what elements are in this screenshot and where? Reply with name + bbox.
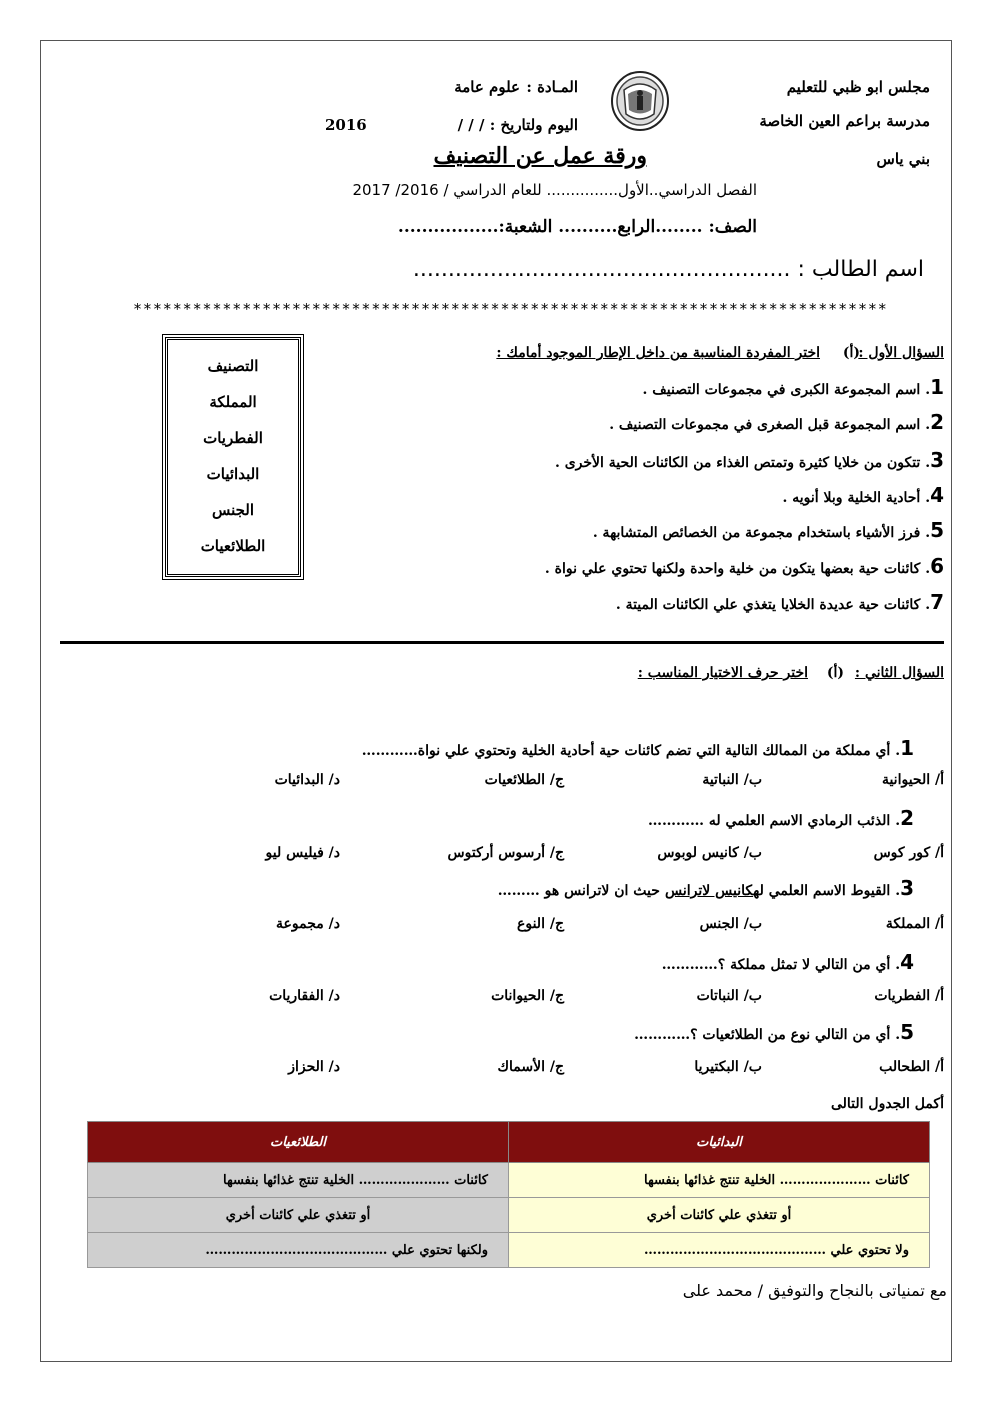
item-number: 3: [930, 448, 944, 472]
q2-item-2: [648, 806, 914, 830]
subject-label: المـادة :: [526, 78, 578, 96]
closing-note: مع تمنياتى بالنجاح والتوفيق / محمد على: [682, 1281, 947, 1300]
item-number: 5: [930, 518, 944, 542]
q2-2-option-b: ب/ كانيس لوبوس: [657, 845, 762, 861]
item-number: 6: [930, 554, 944, 578]
table-cell: أو تتغذي علي كائنات أخري: [509, 1198, 930, 1233]
q1-item-4: [783, 483, 944, 507]
word-bank-item: الطلائعيات: [200, 537, 266, 555]
worksheet-title: ورقة عمل عن التصنيف: [433, 143, 647, 169]
table-caption: أكمل الجدول التالى: [830, 1096, 944, 1112]
word-bank-item: المملكة: [209, 393, 257, 411]
student-name-line: اسم الطالب : ......................................................: [412, 257, 924, 282]
table-header: الطلائعيات: [88, 1122, 509, 1163]
item-number: 4: [900, 950, 914, 974]
q2-instruction: اختر حرف الاختيار المناسب :: [637, 665, 808, 681]
q2-4-option-b: ب/ النباتات: [696, 988, 762, 1004]
item-text: . الذئب الرمادي الاسم العلمي له …………: [647, 813, 901, 829]
word-bank-item: الفطريات: [203, 429, 263, 447]
q1-part: (أ): [842, 345, 860, 361]
item-number: 4: [930, 483, 944, 507]
q1-item-6: [545, 554, 944, 578]
item-text: . كائنات حية بعضها يتكون من خلية واحدة ولكنها تحتوي علي نواة .: [544, 561, 931, 577]
item-number: 1: [900, 736, 914, 760]
item-number: 2: [930, 410, 944, 434]
table-cell: ولا تحتوي علي ……………………………………: [509, 1233, 930, 1268]
item-text: . فرز الأشياء باستخدام مجموعة من الخصائص المتشابهة .: [592, 525, 931, 541]
q2-1-option-a: أ/ الحيوانية: [881, 772, 944, 788]
table-cell: كائنات ………………… الخلية تنتج غذائها بنفسها: [88, 1163, 509, 1198]
word-bank: [165, 337, 301, 577]
q2-item-5: [634, 1020, 914, 1044]
q2-5-option-c: ج/ الأسماك: [497, 1059, 564, 1075]
q1-item-7: [616, 590, 944, 614]
item-text: حيث ان لاترانس هو ………: [497, 883, 660, 899]
q2-4-option-c: ج/ الحيوانات: [491, 988, 564, 1004]
q2-1-option-c: ج/ الطلائعيات: [484, 772, 564, 788]
item-text: . أي من التالي لا تمثل مملكة ؟…………: [661, 957, 901, 973]
class-line: الصف: ........الرابع.......... الشعبة:.................: [397, 217, 757, 237]
item-number: 7: [930, 590, 944, 614]
city-name: بني ياس: [876, 150, 930, 168]
word-bank-item: التصنيف: [207, 357, 259, 375]
item-number: 2: [900, 806, 914, 830]
section-divider: [60, 641, 944, 644]
q1-label: السؤال الأول :: [858, 345, 944, 361]
q2-item-4: [662, 950, 914, 974]
school-name: مدرسة براعم العين الخاصة: [759, 112, 930, 130]
semester-line: الفصل الدراسي..الأول............... للعام الدراسي / 2016/ 2017: [352, 181, 757, 199]
q2-item-1: [362, 736, 914, 760]
q1-instruction: اختر المفردة المناسبة من داخل الإطار الموجود أمامك :: [496, 345, 820, 361]
item-text: . كائنات حية عديدة الخلايا يتغذي علي الكائنات الميتة .: [615, 597, 931, 613]
q2-1-option-b: ب/ النباتية: [702, 772, 762, 788]
q2-3-option-b: ب/ الجنس: [699, 916, 762, 932]
item-number: 5: [900, 1020, 914, 1044]
q2-2-option-a: أ/ كور كوس: [873, 845, 944, 861]
q2-3-option-a: أ/ المملكة: [885, 916, 944, 932]
item-text: . أي من التالي نوع من الطلائعيات ؟…………: [634, 1027, 901, 1043]
q2-4-option-d: د/ الفقاريات: [269, 988, 340, 1004]
item-text-underlined: كانيس لاترانس: [665, 883, 754, 899]
q2-3-option-d: د/ مجموعة: [276, 916, 340, 932]
word-bank-item: الجنس: [211, 501, 255, 519]
item-text: . أحادية الخلية وبلا أنويه .: [782, 490, 931, 506]
q1-item-1: [643, 375, 944, 399]
q2-5-option-b: ب/ البكتيريا: [694, 1059, 762, 1075]
star-divider: ****************************************************************************: [133, 300, 888, 318]
q2-2-option-d: د/ فيليس ليو: [265, 845, 340, 861]
item-number: 1: [930, 375, 944, 399]
q2-1-option-d: د/ البدائيات: [274, 772, 340, 788]
q1-item-5: [593, 518, 944, 542]
table-cell: كائنات ………………… الخلية تنتج غذائها بنفسها: [509, 1163, 930, 1198]
table-cell: ولكنها تحتوي علي ……………………………………: [88, 1233, 509, 1268]
item-text: . اسم المجموعة الكبرى في مجموعات التصنيف .: [642, 382, 931, 398]
q2-5-option-d: د/ الحزاز: [288, 1059, 340, 1075]
school-crest-icon: [610, 70, 670, 132]
q2-3-option-c: ج/ النوع: [517, 916, 564, 932]
item-number: 3: [900, 876, 914, 900]
item-text: . أي مملكة من الممالك التالية التي تضم كائنات حية أحادية الخلية وتحتوي علي نواة…………: [361, 743, 901, 759]
subject-value: علوم عامة: [454, 78, 520, 96]
word-bank-item: البدائيات: [206, 465, 260, 483]
q2-5-option-a: أ/ الطحالب: [879, 1059, 944, 1075]
item-text: . القيوط الاسم العلمي له: [753, 883, 901, 899]
q2-part: (أ): [826, 665, 844, 681]
q2-item-3: [498, 876, 914, 900]
completion-table: [87, 1121, 930, 1268]
council-name: مجلس ابو ظبي للتعليم: [786, 78, 930, 96]
table-header: البدائيات: [509, 1122, 930, 1163]
item-text: . اسم المجموعة قبل الصغرى في مجموعات التصنيف .: [609, 417, 931, 433]
q2-4-option-a: أ/ الفطريات: [874, 988, 944, 1004]
q2-2-option-c: ج/ أرسوس أركتوس: [447, 845, 564, 861]
table-cell: أو تتغذي علي كائنات أخري: [88, 1198, 509, 1233]
date-label: اليوم ولتاريخ : / / /: [457, 116, 578, 134]
date-year: 2016: [325, 116, 367, 134]
q2-label: السؤال الثاني :: [854, 665, 944, 681]
item-text: . تتكون من خلايا كثيرة وتمتص الغذاء من الكائنات الحية الأخرى .: [554, 455, 931, 471]
q1-item-2: [609, 410, 944, 434]
q1-item-3: [555, 448, 944, 472]
